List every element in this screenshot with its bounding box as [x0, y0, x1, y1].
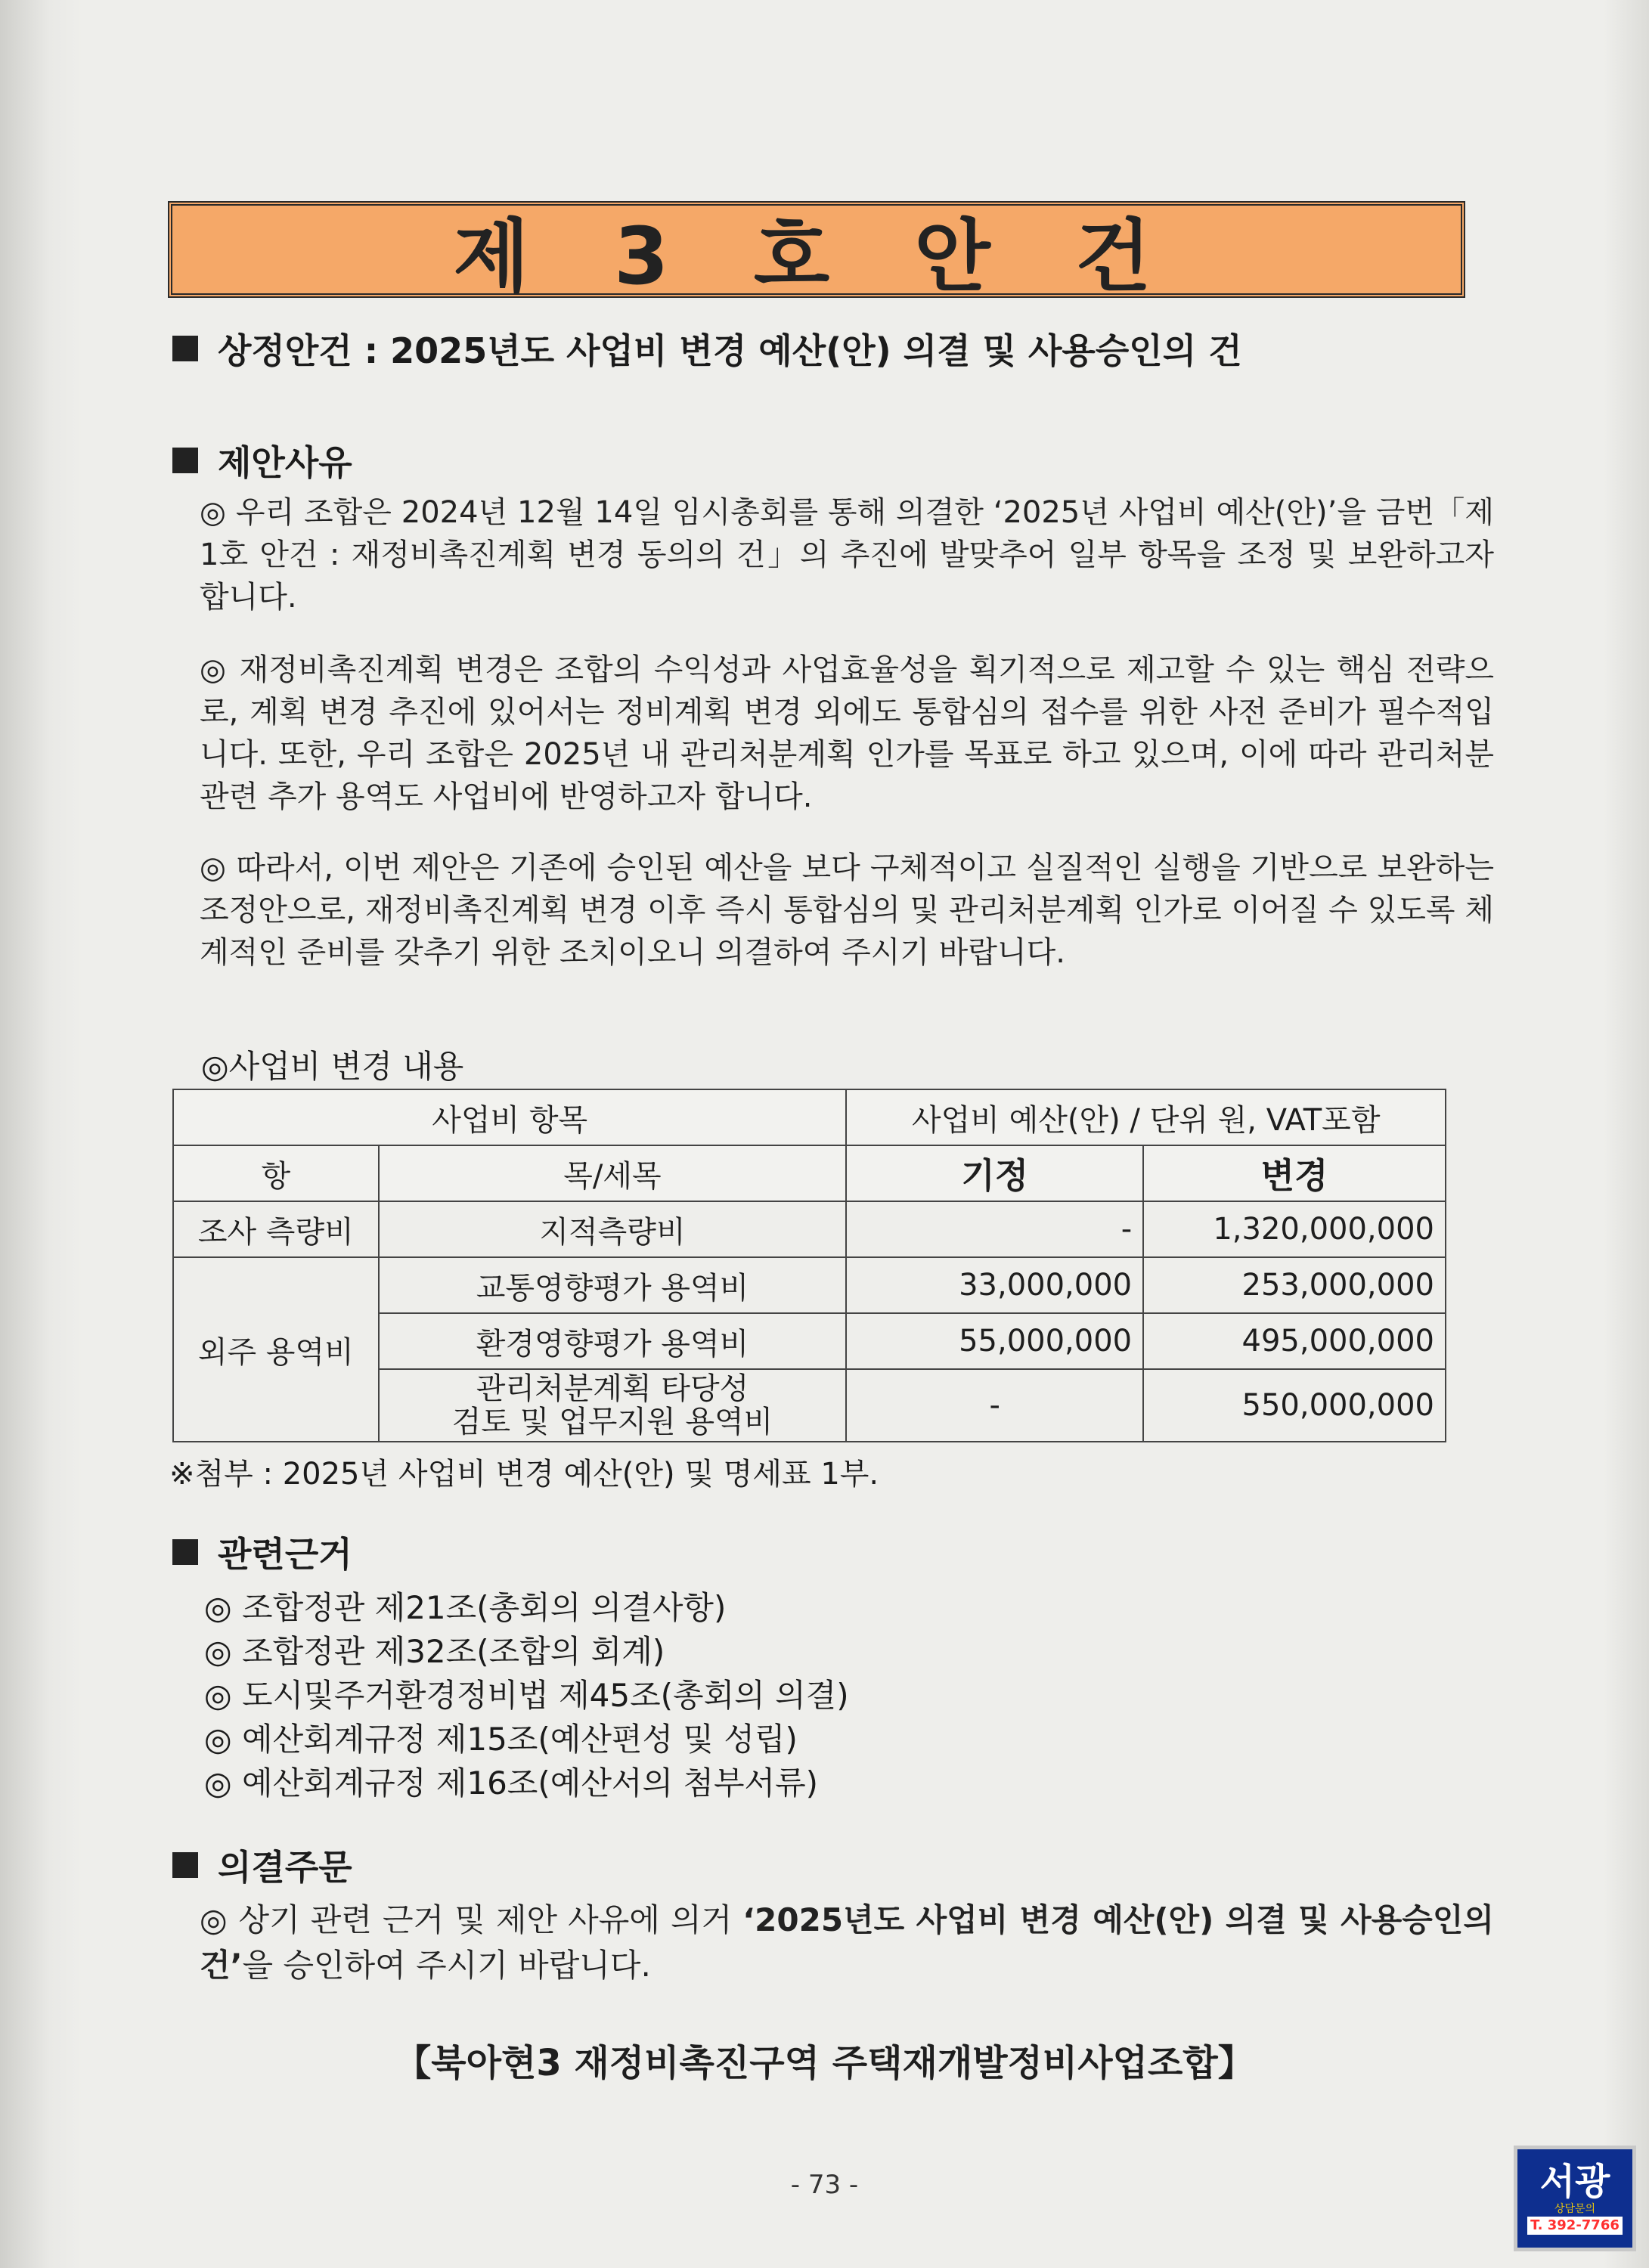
basis-heading	[172, 1527, 352, 1577]
reason-paragraph-3: ◎ 따라서, 이번 제안은 기존에 승인된 예산을 보다 구체적이고 실질적인 실행을 기반으로 보완하는 조정안으로, 재정비촉진계획 변경 이후 즉시 통합심의 및 관리처분계획 인가로 이어질 수 있도록 체계적인 준비를 갖추기 위한 조치이오니 의결하여 주시기 바랍니다.	[200, 850, 1494, 970]
row-existing: -	[846, 1369, 1143, 1442]
reasons-heading-label: 제안사유	[218, 442, 352, 483]
page-edge-shadow	[1604, 0, 1649, 2268]
attachment-note: ※첨부 : 2025년 사업비 변경 예산(안) 및 명세표 1부.	[169, 1457, 879, 1492]
resolution-text-a: ◎ 상기 관련 근거 및 제안 사유에 의거	[200, 1901, 743, 1938]
table-subheader-row	[173, 1145, 1446, 1201]
col-changed: 변경	[1143, 1145, 1446, 1201]
row-detail-line1: 관리처분계획 타당성	[476, 1371, 749, 1406]
basis-item: ◎ 예산회계규정 제15조(예산편성 및 성립)	[204, 1721, 798, 1758]
row-changed: 550,000,000	[1143, 1369, 1446, 1442]
logo-name: 서광	[1539, 2161, 1610, 2203]
row-changed: 495,000,000	[1143, 1313, 1446, 1369]
header-item: 사업비 항목	[173, 1089, 846, 1145]
logo-caption: 상담문의	[1554, 2203, 1596, 2215]
agenda-heading	[172, 324, 1242, 373]
basis-item: ◎ 조합정관 제32조(조합의 회계)	[204, 1633, 665, 1670]
table-row	[173, 1257, 1446, 1313]
header-budget: 사업비 예산(안) / 단위 원, VAT포함	[846, 1089, 1446, 1145]
row-detail: 환경영향평가 용역비	[379, 1313, 847, 1369]
page-title: 제 3 호 안 건	[453, 210, 1180, 302]
row-detail	[379, 1369, 847, 1442]
resolution-text	[172, 1898, 1494, 1988]
reasons-heading	[172, 435, 352, 485]
seogwang-logo	[1514, 2146, 1636, 2251]
row-existing: 55,000,000	[846, 1313, 1143, 1369]
col-existing: 기정	[846, 1145, 1143, 1201]
resolution-text-b: 을 승인하여 주시기 바랍니다.	[242, 1947, 651, 1984]
resolution-heading-label: 의결주문	[218, 1847, 352, 1888]
row-category: 외주 용역비	[173, 1257, 379, 1442]
row-detail: 지적측량비	[379, 1201, 847, 1257]
basis-item: ◎ 예산회계규정 제16조(예산서의 첨부서류)	[204, 1765, 819, 1802]
square-bullet-icon	[172, 336, 198, 361]
resolution-heading	[172, 1840, 352, 1890]
budget-change-table	[172, 1089, 1446, 1442]
reason-paragraph-1: ◎ 우리 조합은 2024년 12월 14일 임시총회를 통해 의결한 ‘2025년 사업비 예산(안)’을 금번「제1호 안건 : 재정비촉진계획 변경 동의의 건」의 추진에 발맞추어 일부 항목을 조정 및 보완하고자 합니다.	[200, 495, 1494, 615]
row-changed: 1,320,000,000	[1143, 1201, 1446, 1257]
row-category: 조사 측량비	[173, 1201, 379, 1257]
square-bullet-icon	[172, 1539, 198, 1565]
row-detail: 교통영향평가 용역비	[379, 1257, 847, 1313]
association-name: 【북아현3 재정비촉진구역 주택재개발정비사업조합】	[395, 2042, 1254, 2084]
change-content-label: ◎사업비 변경 내용	[201, 1048, 464, 1085]
basis-item: ◎ 도시및주거환경정비법 제45조(총회의 의결)	[204, 1677, 849, 1714]
table-row	[173, 1201, 1446, 1257]
table-header-row	[173, 1089, 1446, 1145]
col-detail: 목/세목	[379, 1145, 847, 1201]
reason-paragraph-2: ◎ 재정비촉진계획 변경은 조합의 수익성과 사업효율성을 획기적으로 제고할 수 있는 핵심 전략으로, 계획 변경 추진에 있어서는 정비계획 변경 외에도 통합심의 접수를 위한 사전 준비가 필수적입니다. 또한, 우리 조합은 2025년 내 관리처분계획 인가를 목표로 하고 있으며, 이에 따라 관리처분 관련 추가 용역도 사업비에 반영하고자 합니다.	[200, 652, 1494, 814]
logo-phone: T. 392-7766	[1527, 2217, 1623, 2235]
square-bullet-icon	[172, 448, 198, 473]
page-binding-shadow	[0, 0, 83, 2268]
page-number: - 73 -	[790, 2170, 859, 2200]
square-bullet-icon	[172, 1852, 198, 1878]
col-category: 항	[173, 1145, 379, 1201]
basis-item: ◎ 조합정관 제21조(총회의 의결사항)	[204, 1589, 727, 1626]
row-detail-line2: 검토 및 업무지원 용역비	[451, 1405, 773, 1439]
agenda-label: 상정안건 : 2025년도 사업비 변경 예산(안) 의결 및 사용승인의 건	[218, 330, 1242, 371]
resolution-text-bold: ‘2025년도 사업비 변경 예산(안) 의결 및 사용승인의 건’	[200, 1901, 1494, 1984]
row-existing: 33,000,000	[846, 1257, 1143, 1313]
row-existing: -	[846, 1201, 1143, 1257]
basis-heading-label: 관련근거	[218, 1534, 352, 1575]
row-changed: 253,000,000	[1143, 1257, 1446, 1313]
agenda-title-banner	[168, 201, 1465, 302]
